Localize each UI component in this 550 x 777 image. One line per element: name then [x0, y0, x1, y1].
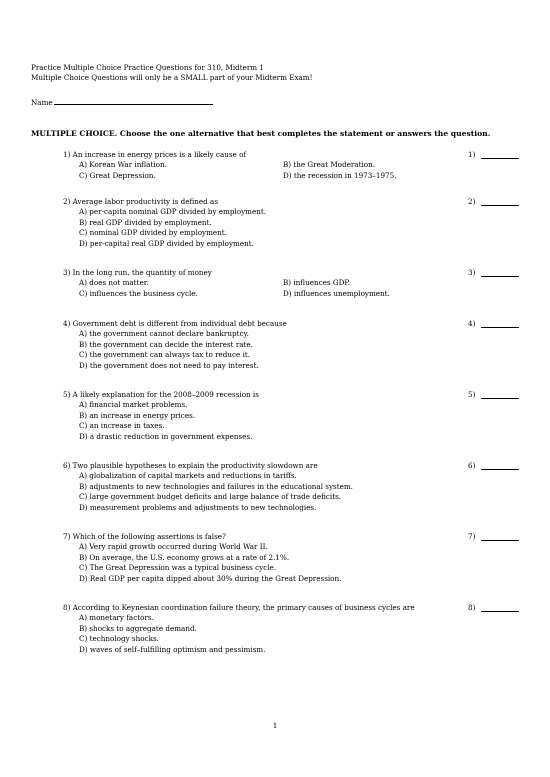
question-8	[63, 603, 523, 655]
option-d: D) Real GDP per capita dipped about 30% during the Great Depression.	[79, 573, 342, 583]
answer-blank[interactable]	[481, 327, 519, 328]
option-d: D) per-capital real GDP divided by employment.	[79, 238, 254, 248]
answer-number: 3)	[468, 268, 476, 277]
answer-number: 8)	[468, 603, 476, 612]
option-a: A) financial market problems.	[79, 400, 188, 410]
question-stem: 6) Two plausible hypotheses to explain the productivity slowdown are	[63, 461, 318, 470]
option-a: A) Korean War inflation.	[79, 160, 167, 170]
answer-number: 2)	[468, 197, 476, 206]
answer-number: 7)	[468, 532, 476, 541]
question-stem: 8) According to Keynesian coordination failure theory, the primary causes of business cycles are	[63, 603, 415, 612]
option-c: C) influences the business cycle.	[79, 288, 198, 298]
question-stem: 5) A likely explanation for the 2008–2009 recession is	[63, 390, 259, 399]
answer-blank[interactable]	[481, 398, 519, 399]
question-7	[63, 532, 523, 584]
option-a: A) monetary factors.	[79, 613, 154, 623]
option-a: A) Very rapid growth occurred during World War II.	[79, 542, 268, 552]
name-field[interactable]	[31, 97, 213, 107]
option-b: B) the government can decide the interest rate.	[79, 339, 253, 349]
document-header-line-2: Multiple Choice Questions will only be a SMALL part of your Midterm Exam!	[31, 73, 313, 82]
answer-number: 1)	[468, 150, 476, 159]
option-c: C) The Great Depression was a typical business cycle.	[79, 563, 277, 573]
option-b: B) adjustments to new technologies and failures in the educational system.	[79, 481, 353, 491]
question-stem: 7) Which of the following assertions is false?	[63, 532, 226, 541]
question-3	[63, 268, 523, 299]
option-d: D) waves of self–fulfilling optimism and pessimism.	[79, 644, 266, 654]
option-d: D) a drastic reduction in government expenses.	[79, 431, 253, 441]
answer-blank[interactable]	[481, 611, 519, 612]
name-underline	[54, 97, 213, 105]
option-b: B) the Great Moderation.	[283, 160, 376, 170]
option-d: D) the government does not need to pay interest.	[79, 360, 259, 370]
option-b: B) an increase in energy prices.	[79, 410, 196, 420]
option-b: B) shocks to aggregate demand.	[79, 623, 197, 633]
option-c: C) large government budget deficits and large balance of trade deficits.	[79, 492, 342, 502]
option-c: C) the government can always tax to reduce it.	[79, 350, 251, 360]
question-stem: 4) Government debt is different from individual debt because	[63, 319, 287, 328]
answer-blank[interactable]	[481, 469, 519, 470]
option-c: C) Great Depression.	[79, 170, 156, 180]
option-c: C) nominal GDP divided by employment.	[79, 228, 227, 238]
question-6	[63, 461, 523, 513]
answer-blank[interactable]	[481, 205, 519, 206]
question-5	[63, 390, 523, 442]
option-a: A) does not matter.	[79, 278, 149, 288]
answer-blank[interactable]	[481, 158, 519, 159]
option-b: B) On average, the U.S. economy grows at a rate of 2.1%.	[79, 552, 290, 562]
question-stem: 3) In the long run, the quantity of money	[63, 268, 212, 277]
question-1	[63, 150, 523, 181]
answer-number: 6)	[468, 461, 476, 470]
question-4	[63, 319, 523, 371]
answer-number: 4)	[468, 319, 476, 328]
answer-blank[interactable]	[481, 540, 519, 541]
name-label: Name	[31, 98, 53, 107]
option-b: B) influences GDP.	[283, 278, 351, 288]
option-a: A) globalization of capital markets and reductions in tariffs.	[79, 471, 297, 481]
answer-blank[interactable]	[481, 276, 519, 277]
option-c: C) technology shocks.	[79, 634, 159, 644]
option-a: A) the government cannot declare bankruptcy.	[79, 329, 249, 339]
answer-number: 5)	[468, 390, 476, 399]
question-2	[63, 197, 523, 249]
question-stem: 2) Average labor productivity is defined as	[63, 197, 219, 206]
section-title: MULTIPLE CHOICE. Choose the one alternative that best completes the statement or answers the question.	[31, 129, 491, 138]
question-stem: 1) An increase in energy prices is a likely cause of	[63, 150, 247, 159]
page-number: 1	[272, 721, 278, 730]
option-a: A) per-capita nominal GDP divided by employment.	[79, 207, 267, 217]
document-header-line-1: Practice Multiple Choice Practice Questions for 310, Midterm 1	[31, 63, 264, 72]
option-b: B) real GDP divided by employment.	[79, 217, 212, 227]
option-d: D) influences unemployment.	[283, 288, 390, 298]
option-d: D) measurement problems and adjustments to new technologies.	[79, 502, 317, 512]
option-d: D) the recession in 1973–1975.	[283, 170, 397, 180]
option-c: C) an increase in taxes.	[79, 421, 165, 431]
